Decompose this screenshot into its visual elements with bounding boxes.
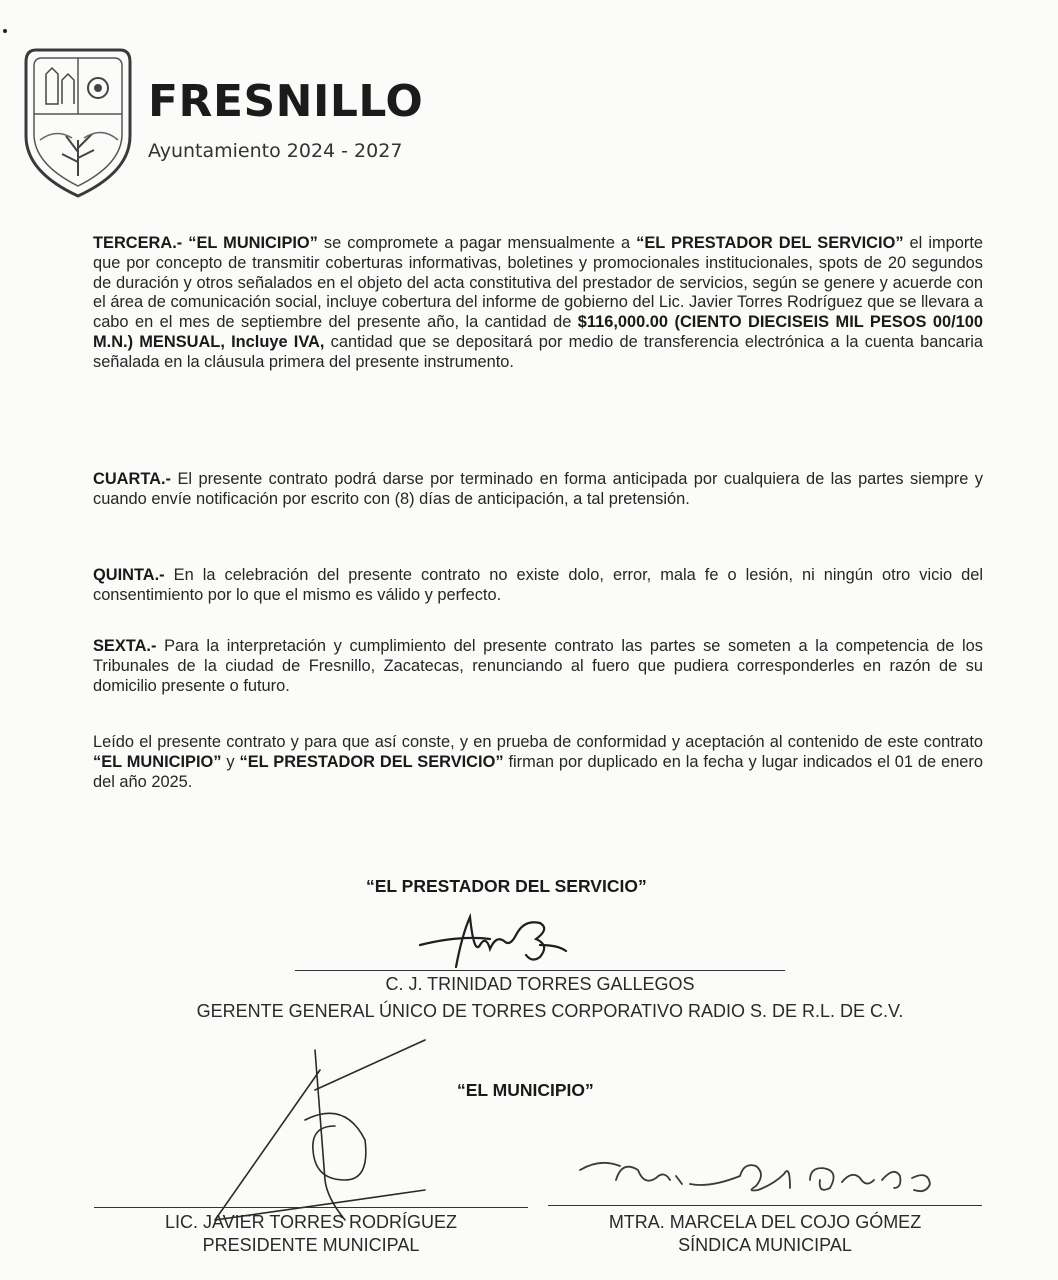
clause-text: En la celebración del presente contrato no existe dolo, error, mala fe o lesión, ni ningún otro vicio del consentimiento por lo que el mismo es válido y perfecto.: [93, 566, 983, 604]
clause-text: El presente contrato podrá darse por terminado en forma anticipada por cualquiera de las partes siempre y cuando envíe notificación por escrito con (8) días de anticipación, a tal pretensión.: [93, 470, 983, 508]
clause-label: SEXTA.-: [93, 637, 157, 655]
prestador-heading: “EL PRESTADOR DEL SERVICIO”: [366, 876, 647, 896]
party-municipio: “EL MUNICIPIO”: [93, 752, 222, 771]
header-title: FRESNILLO: [148, 76, 424, 127]
prestador-title: GERENTE GENERAL ÚNICO DE TORRES CORPORATIVO RADIO S. DE R.L. DE C.V.: [196, 1001, 904, 1021]
party-prestador: “EL PRESTADOR DEL SERVICIO”: [636, 234, 904, 252]
clause-label: TERCERA.-: [93, 234, 183, 252]
municipio-heading: “EL MUNICIPIO”: [457, 1080, 594, 1100]
closing-text: firman por duplicado en la fecha y lugar indicados el 01 de enero del año 2025.: [93, 752, 983, 791]
president-name: LIC. JAVIER TORRES RODRÍGUEZ: [164, 1212, 458, 1232]
clause-quinta: [93, 566, 983, 606]
clause-cuarta: [93, 470, 983, 510]
president-title: PRESIDENTE MUNICIPAL: [202, 1235, 420, 1255]
closing-text: Leído el presente contrato y para que así conste, y en prueba de conformidad y aceptación al contenido de este contrato: [93, 733, 983, 751]
closing-paragraph: [93, 733, 983, 792]
clause-tercera: [93, 234, 983, 373]
sindica-signature: [560, 1140, 960, 1210]
scan-speck: [3, 29, 7, 33]
party-municipio: “EL MUNICIPIO”: [188, 234, 318, 252]
party-prestador: “EL PRESTADOR DEL SERVICIO”: [239, 752, 504, 771]
closing-text: y: [221, 752, 240, 771]
prestador-name: C. J. TRINIDAD TORRES GALLEGOS: [385, 974, 695, 994]
clause-text: cantidad que se depositará por medio de transferencia electrónica a la cuenta bancaria señalada en la cláusula primera del presente instrumento.: [93, 332, 984, 371]
clause-text: Para la interpretación y cumplimiento del presente contrato las partes se someten a la competencia de los Tribunales de la ciudad de Fresnillo, Zacatecas, renunciando al fuero que pudiera corresponderles en razón de su domicilio presente o futuro.: [93, 637, 983, 695]
municipal-coat-of-arms-icon: [22, 44, 134, 200]
signature-line: [548, 1205, 982, 1206]
signature-line: [94, 1207, 528, 1208]
sindica-title: SÍNDICA MUNICIPAL: [678, 1235, 852, 1255]
prestador-signature: [400, 905, 580, 980]
clause-sexta: [93, 637, 983, 696]
payment-amount: $116,000.00 (CIENTO DIECISEIS MIL PESOS 00/100 M.N.) MENSUAL, Incluye IVA,: [93, 313, 983, 351]
clause-label: QUINTA.-: [93, 566, 165, 584]
signature-line: [295, 970, 785, 971]
clause-text: el importe que por concepto de transmitir coberturas informativas, boletines y promocionales institucionales, spots de 20 segundos de duración y otros señalados en el objeto del acta constitutiva del prestador de servicios, según se genere y acuerde con el área de comunicación social, incluye cobertura del informe de gobierno del Lic. Javier Torres Rodríguez que se llevara a cabo en el mes de septiembre del presente año, la cantidad de: [93, 234, 983, 332]
sindica-name: MTRA. MARCELA DEL COJO GÓMEZ: [608, 1212, 922, 1232]
clause-text: se compromete a pagar mensualmente a: [317, 234, 637, 252]
clause-label: CUARTA.-: [93, 470, 171, 488]
header-subtitle: Ayuntamiento 2024 - 2027: [148, 140, 403, 162]
president-signature: [195, 1030, 445, 1230]
